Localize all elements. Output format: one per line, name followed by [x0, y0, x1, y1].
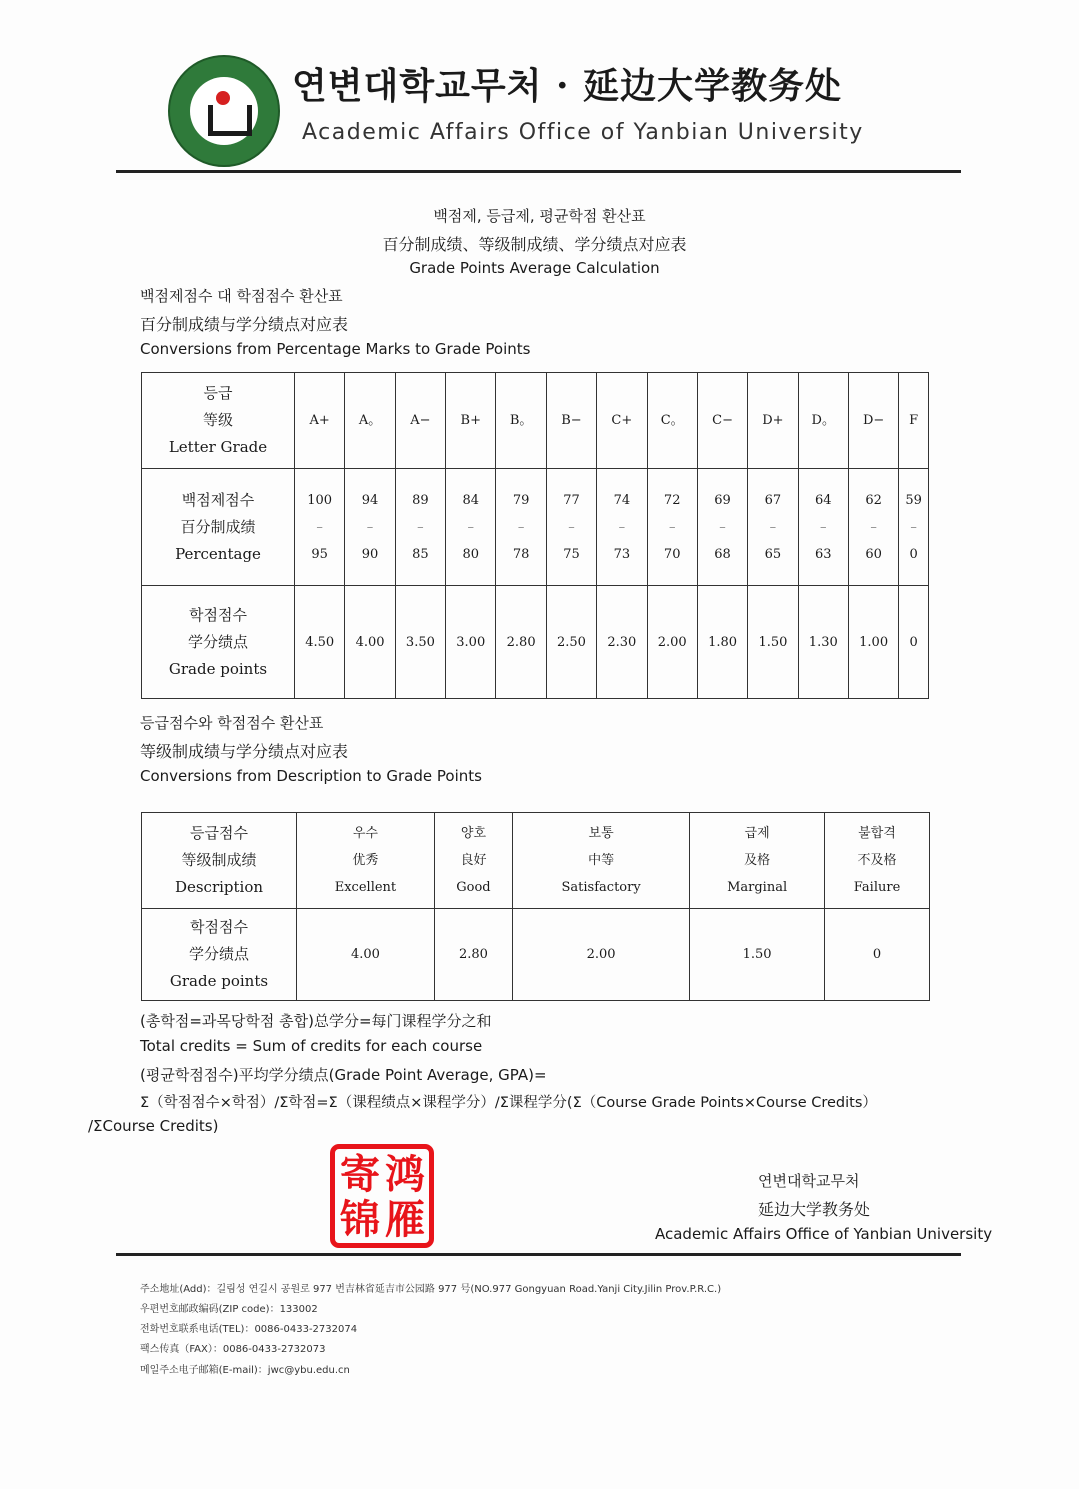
grade-points-cell [848, 586, 898, 699]
red-seal-stamp [330, 1144, 434, 1248]
cell-text: 60 [865, 546, 882, 562]
percentage-range-cell [395, 469, 445, 586]
cell-text: 67 [764, 492, 782, 508]
footer-fax: 팩스传真（FAX）：0086-0433-2732073 [140, 1344, 326, 1355]
cell-text: – [417, 519, 424, 535]
cell-text: 68 [714, 546, 731, 562]
cell-text: 0 [872, 947, 882, 962]
cell-text: 等级 [202, 411, 233, 429]
description-cell [297, 813, 435, 909]
stamp-char: 雁 [385, 1196, 425, 1243]
cell-text: 2.80 [506, 634, 536, 650]
cell-text: 70 [663, 546, 681, 562]
footer-tel: 전화번호联系电话(TEL)：0086-0433-2732074 [140, 1324, 358, 1335]
cell-text: Percentage [175, 544, 261, 563]
cell-text: 75 [563, 546, 580, 562]
cell-text: 3.50 [405, 634, 435, 650]
footer-address: 주소地址(Add)：길림성 연길시 공원로 977 번吉林省延吉市公园路 977 号(NO.977 Gongyuan Road.Yanji City.Jilin Prov.P.R.C.) [140, 1284, 722, 1295]
cell-text: 中等 [588, 853, 615, 868]
percentage-range-cell [345, 469, 395, 586]
cell-text: 不及格 [857, 853, 897, 868]
cell-text: 4.00 [355, 634, 385, 650]
cell-text: 59 [905, 492, 922, 508]
doc-title-cn: 百分制成绩、等级制成绩、学分绩点对应表 [382, 235, 687, 254]
cell-text: Description [174, 878, 264, 896]
cell-text: 백점제점수 [181, 490, 255, 509]
office-title: 연변대학교무처 · 延边大学教务处 [292, 65, 843, 107]
cell-text: 0 [909, 634, 918, 650]
cell-text: 0 [909, 546, 918, 562]
header-divider [116, 170, 961, 173]
section2-en: Conversions from Description to Grade Points [140, 767, 482, 785]
grade-points-cell [395, 586, 445, 699]
cell-text: 95 [311, 546, 328, 562]
cell-text: 等级制成绩 [181, 851, 257, 869]
percentage-range-cell [848, 469, 898, 586]
letter-grade-cell [798, 373, 848, 469]
cell-text: 학점점수 [190, 918, 248, 936]
cell-text: 보통 [588, 826, 614, 841]
cell-text: 优秀 [352, 853, 379, 868]
cell-text: 及格 [744, 853, 771, 868]
cell-text: 77 [563, 492, 580, 508]
cell-text: 72 [663, 492, 681, 508]
percentage-range-cell [546, 469, 596, 586]
cell-text: 2.50 [557, 634, 586, 650]
cell-text: F [909, 413, 919, 428]
note-gpa-formula-cont: /ΣCourse Credits) [88, 1117, 219, 1135]
cell-text: – [820, 519, 827, 535]
description-cell [690, 813, 825, 909]
cell-text: 4.50 [305, 634, 335, 650]
cell-text: 등급점수 [190, 824, 248, 842]
cell-text: B。 [509, 413, 533, 428]
grade-points-cell [798, 586, 848, 699]
cell-text: 1.50 [758, 634, 788, 650]
cell-text: 1.00 [859, 634, 889, 650]
cell-text: – [719, 519, 726, 535]
cell-text: 불합격 [858, 826, 896, 841]
section1-en: Conversions from Percentage Marks to Grade Points [140, 340, 531, 358]
grade-points-cell [697, 586, 747, 699]
cell-text: 80 [462, 546, 480, 562]
cell-text: – [568, 519, 575, 535]
cell-text: B− [561, 413, 582, 428]
cell-text: 3.00 [456, 634, 486, 650]
cell-text: C+ [611, 413, 633, 428]
cell-text: 78 [512, 546, 530, 562]
cell-text: D+ [762, 413, 784, 428]
cell-text: Excellent [334, 880, 397, 895]
description-cell [825, 813, 930, 909]
cell-text: 84 [462, 492, 480, 508]
footer-zip: 우편번호邮政编码(ZIP code)：133002 [140, 1304, 318, 1315]
cell-text: A+ [309, 413, 330, 428]
percentage-range-cell [647, 469, 697, 586]
cell-text: 100 [307, 492, 333, 508]
cell-text: 63 [815, 546, 832, 562]
cell-text: 学分绩点 [187, 632, 248, 651]
cell-text: 良好 [460, 853, 487, 868]
row-header-percentage [142, 469, 295, 586]
cell-text: Marginal [727, 880, 788, 895]
cell-text: A。 [358, 413, 382, 428]
percentage-range-cell [748, 469, 798, 586]
percentage-range-cell [798, 469, 848, 586]
university-logo [168, 55, 280, 167]
letter-grade-cell [295, 373, 345, 469]
percentage-range-cell [295, 469, 345, 586]
grade-points-cell [546, 586, 596, 699]
description-conversion-table [141, 812, 930, 1001]
section1-kr: 백점제점수 대 학점점수 환산표 [140, 287, 343, 305]
row-header-letter-grade [142, 373, 295, 469]
cell-text: 百分制成绩 [180, 517, 256, 536]
stamp-char: 鸿 [385, 1151, 425, 1198]
cell-text: 62 [865, 492, 882, 508]
stamp-char: 寄 [340, 1151, 380, 1198]
note-gpa-label: (평균학점점수)平均学分绩点(Grade Point Average, GPA)= [140, 1066, 547, 1084]
section2-kr: 등급점수와 학점점수 환산표 [140, 714, 324, 732]
letter-grade-cell [848, 373, 898, 469]
grade-points-cell [597, 586, 647, 699]
letter-grade-cell [597, 373, 647, 469]
letter-grade-cell [496, 373, 546, 469]
cell-text: 73 [613, 546, 631, 562]
row-header-grade-points [142, 586, 295, 699]
cell-text: 学分绩点 [188, 945, 249, 963]
cell-text: Failure [853, 880, 901, 895]
row-header-description [142, 813, 297, 909]
cell-text: Grade points [169, 972, 269, 990]
footer-divider [116, 1253, 961, 1256]
grade-points-cell [345, 586, 395, 699]
letter-grade-cell [697, 373, 747, 469]
cell-text: C− [712, 413, 733, 428]
description-cell [513, 813, 690, 909]
letter-grade-cell [546, 373, 596, 469]
cell-text: 89 [412, 492, 429, 508]
footer-email: 메일주소电子邮箱(E-mail)：jwc@ybu.edu.cn [140, 1365, 350, 1376]
cell-text: – [769, 519, 777, 535]
cell-text: 74 [613, 492, 631, 508]
cell-text: 2.00 [586, 947, 616, 962]
description-cell [434, 813, 512, 909]
grade-points-cell [899, 586, 929, 699]
letter-grade-cell [345, 373, 395, 469]
cell-text: Satisfactory [561, 880, 641, 895]
note-total-credits-cn: (총학점=과목당학점 총합)总学分=每门课程学分之和 [140, 1012, 492, 1030]
cell-text: 4.00 [350, 947, 380, 962]
signature-kr: 연변대학교무처 [758, 1172, 860, 1190]
grade-points-cell [690, 909, 825, 1001]
cell-text: 우수 [352, 826, 378, 841]
percentage-range-cell [899, 469, 929, 586]
letter-grade-cell [395, 373, 445, 469]
cell-text: Letter Grade [168, 438, 268, 456]
cell-text: Good [456, 880, 491, 895]
cell-text: – [366, 519, 374, 535]
cell-text: – [668, 519, 676, 535]
cell-text: 양호 [460, 826, 487, 841]
cell-text: Grade points [168, 659, 268, 678]
cell-text: 학점점수 [189, 605, 247, 624]
cell-text: 등급 [203, 384, 233, 402]
letter-grade-cell [748, 373, 798, 469]
letter-grade-cell [446, 373, 496, 469]
note-total-credits-en: Total credits = Sum of credits for each course [140, 1037, 483, 1055]
cell-text: – [316, 519, 323, 535]
cell-text: A− [410, 413, 431, 428]
cell-text: 94 [361, 492, 379, 508]
cell-text: D。 [811, 413, 835, 428]
section1-cn: 百分制成绩与学分绩点对应表 [140, 315, 349, 334]
cell-text: 65 [764, 546, 782, 562]
grade-points-cell [446, 586, 496, 699]
stamp-char: 锦 [340, 1196, 380, 1243]
grade-points-cell [825, 909, 930, 1001]
cell-text: 1.80 [708, 634, 738, 650]
grade-points-cell [647, 586, 697, 699]
cell-text: – [870, 519, 877, 535]
cell-text: 2.30 [607, 634, 637, 650]
cell-text: 2.00 [657, 634, 687, 650]
note-gpa-formula: Σ（학점점수×학점）/Σ학점=Σ（课程绩点×课程学分）/Σ课程学分(Σ（Course Grade Points×Course Credits） [140, 1095, 877, 1111]
percentage-range-cell [446, 469, 496, 586]
cell-text: 90 [361, 546, 379, 562]
cell-text: 1.30 [808, 634, 838, 650]
cell-text: 85 [412, 546, 429, 562]
grade-points-cell [434, 909, 512, 1001]
cell-text: 79 [512, 492, 530, 508]
cell-text: 2.80 [458, 947, 488, 962]
letter-grade-cell [899, 373, 929, 469]
signature-cn: 延边大学教务处 [758, 1200, 871, 1219]
grade-points-cell [496, 586, 546, 699]
cell-text: 69 [714, 492, 731, 508]
letter-grade-cell [647, 373, 697, 469]
office-title-en: Academic Affairs Office of Yanbian University [302, 120, 864, 145]
cell-text: – [910, 519, 917, 535]
cell-text: C。 [660, 413, 684, 428]
grade-points-cell [297, 909, 435, 1001]
section2-cn: 等级制成绩与学分绩点对应表 [140, 742, 349, 761]
cell-text: D− [862, 413, 885, 428]
cell-text: – [467, 519, 474, 535]
cell-text: 64 [815, 492, 832, 508]
percentage-range-cell [697, 469, 747, 586]
row-header-grade-points [142, 909, 297, 1001]
percentage-range-cell [496, 469, 546, 586]
percentage-range-cell [597, 469, 647, 586]
doc-title-en: Grade Points Average Calculation [409, 259, 660, 277]
cell-text: 1.50 [742, 947, 772, 962]
cell-text: 급제 [744, 826, 770, 841]
percentage-conversion-table [141, 372, 929, 699]
doc-title-kr: 백점제, 등급제, 평균학점 환산표 [433, 207, 646, 225]
cell-text: – [618, 519, 626, 535]
grade-points-cell [295, 586, 345, 699]
cell-text: – [517, 519, 525, 535]
grade-points-cell [748, 586, 798, 699]
signature-en: Academic Affairs Office of Yanbian University [655, 1225, 993, 1243]
cell-text: B+ [460, 413, 481, 428]
grade-points-cell [513, 909, 690, 1001]
